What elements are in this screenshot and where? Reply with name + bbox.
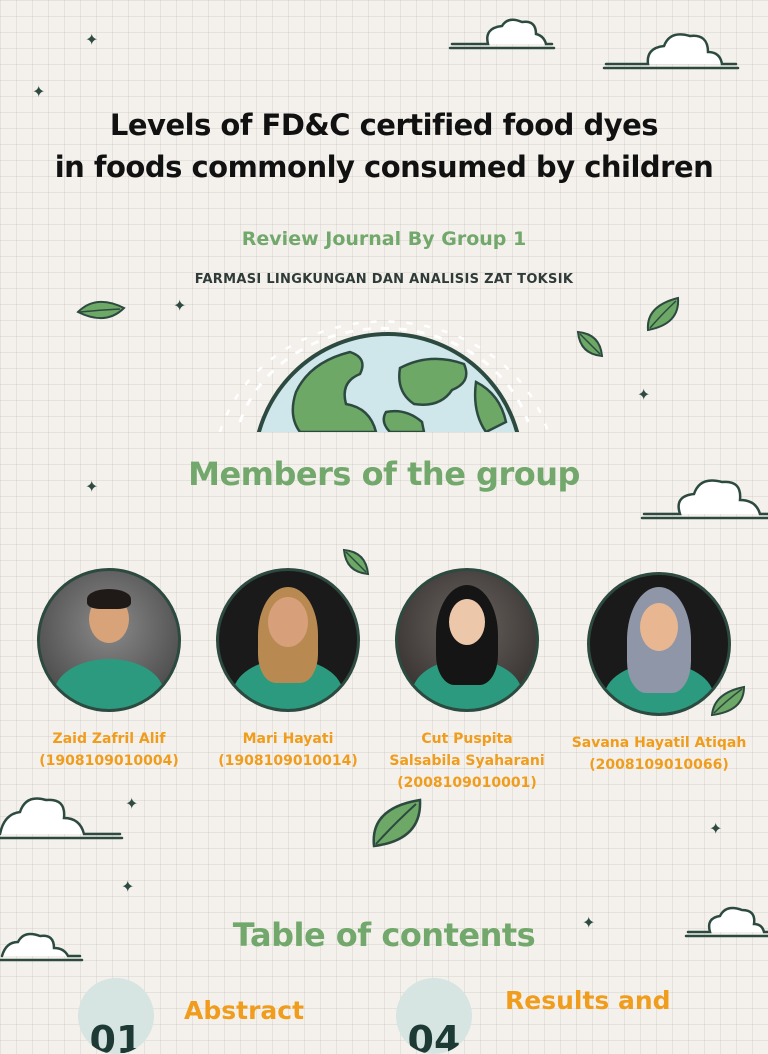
member-name: Mari Hayati [242,731,334,747]
toc-item-results[interactable]: Results and [505,986,671,1015]
sparkle-icon: ✦ [121,877,135,896]
toc-number-text: 04 [407,1018,461,1054]
sparkle-icon: ✦ [85,477,99,496]
sparkle-icon: ✦ [582,913,596,932]
member-card [569,572,749,776]
member-id: (1908109010004) [39,753,179,769]
sparkle-icon: ✦ [85,30,99,49]
avatar [216,568,360,712]
member-id: (2008109010001) [397,775,537,791]
member-name: Zaid Zafril Alif [52,731,166,747]
globe-icon [200,312,568,434]
member-card [198,568,378,772]
toc-heading: Table of contents [232,916,536,954]
toc-item-abstract[interactable]: Abstract [184,996,305,1025]
leaf-icon [370,796,424,850]
member-name: Savana Hayatil Atiqah [571,735,747,751]
title-line-1: Levels of FD&C certified food dyes [109,108,659,142]
sparkle-icon: ✦ [125,794,139,813]
leaf-icon [644,296,682,334]
toc-number [396,978,472,1054]
members-heading: Members of the group [188,455,580,493]
toc-number [78,978,154,1054]
course-name: FARMASI LINGKUNGAN DAN ANALISIS ZAT TOKSIK [194,272,574,287]
cloud-icon [0,788,124,852]
avatar [587,572,731,716]
member-card [19,568,199,772]
page-title [0,104,768,188]
member-card [377,568,557,794]
subtitle: Review Journal By Group 1 [241,228,527,250]
member-id: (2008109010066) [589,757,729,773]
sparkle-icon: ✦ [173,296,187,315]
avatar [37,568,181,712]
member-id: (1908109010014) [218,753,358,769]
avatar [395,568,539,712]
leaf-icon [576,330,604,358]
toc-number-text: 01 [89,1018,143,1054]
cloud-icon [448,14,556,56]
sparkle-icon: ✦ [709,819,723,838]
sparkle-icon: ✦ [32,82,46,101]
member-name: Cut Puspita [421,731,513,747]
cloud-icon [600,26,742,78]
leaf-icon [76,298,126,324]
sparkle-icon: ✦ [637,385,651,404]
member-name-cont: Salsabila Syaharani [389,753,545,769]
title-line-2: in foods commonly consumed by children [54,150,714,184]
